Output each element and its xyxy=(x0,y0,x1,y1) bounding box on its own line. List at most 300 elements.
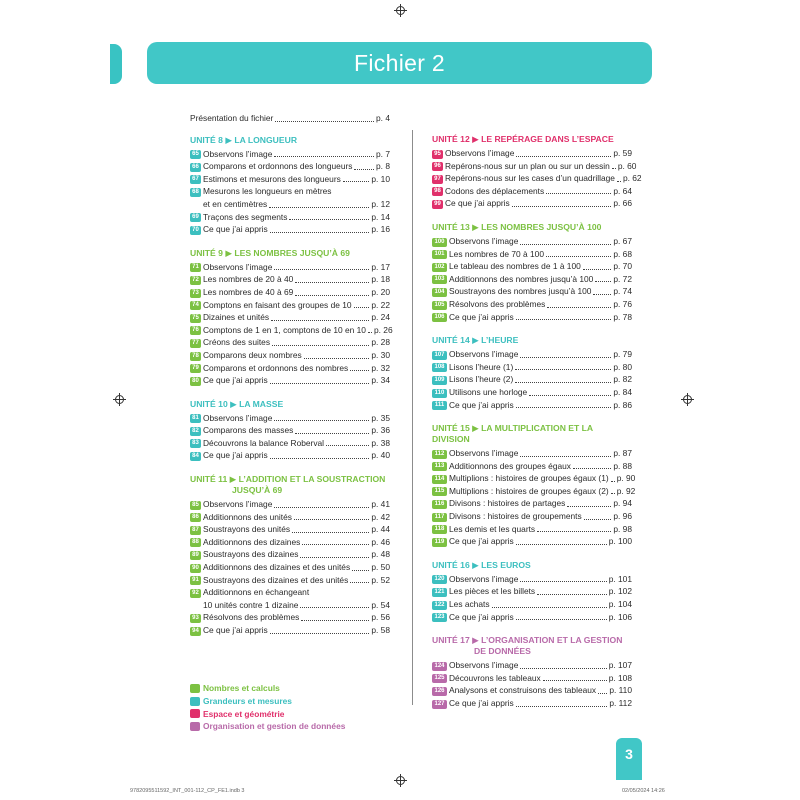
leader-dots xyxy=(354,307,370,308)
lesson-number-badge: 92 xyxy=(190,589,201,598)
toc-entry-page: p. 76 xyxy=(613,298,632,309)
toc-entry-page: p. 96 xyxy=(613,511,632,522)
leader-dots xyxy=(269,207,369,208)
toc-entry-label: Résolvons des problèmes xyxy=(203,612,300,623)
lesson-number-badge: 125 xyxy=(432,674,447,683)
leader-dots xyxy=(289,219,369,220)
toc-entry[interactable] xyxy=(432,472,636,485)
toc-entry-page: p. 26 xyxy=(373,324,393,335)
toc-entry-label: Multiplions : histoires de groupes égaux (1) xyxy=(449,473,609,484)
toc-entry-page: p. 35 xyxy=(371,412,390,423)
lesson-number-badge: 109 xyxy=(432,376,447,385)
toc-entry-label: Comptons en faisant des groupes de 10 xyxy=(203,299,352,310)
unit-heading-text: UNITÉ 14 ▶ L’HEURE xyxy=(432,335,519,346)
toc-entry[interactable] xyxy=(190,349,390,362)
intro-entry[interactable] xyxy=(190,112,390,125)
legend-label: Nombres et calculs xyxy=(203,683,280,693)
lesson-number-badge: 108 xyxy=(432,363,447,372)
toc-entry-page: p. 44 xyxy=(371,524,390,535)
lesson-number-badge: 87 xyxy=(190,526,201,535)
unit-heading xyxy=(190,135,390,146)
toc-entry[interactable] xyxy=(432,611,632,624)
toc-entry[interactable] xyxy=(432,535,632,548)
lesson-number-badge: 101 xyxy=(432,250,447,259)
lesson-number-badge: 106 xyxy=(432,313,447,322)
toc-entry[interactable] xyxy=(190,211,390,224)
registration-mark-left xyxy=(115,395,124,404)
toc-entry[interactable] xyxy=(432,197,632,210)
toc-entry-page: p. 24 xyxy=(371,312,390,323)
toc-entry[interactable] xyxy=(190,548,390,561)
toc-right-column xyxy=(432,134,642,710)
toc-entry-label: Le tableau des nombres de 1 à 100 xyxy=(449,261,581,272)
toc-entry-label: Les demis et les quarts xyxy=(449,523,536,534)
toc-entry[interactable] xyxy=(432,235,632,248)
toc-entry-label: Additionnons en échangeant xyxy=(203,587,310,598)
lesson-number-badge: 65 xyxy=(190,150,201,159)
toc-entry-page: p. 28 xyxy=(371,337,390,348)
toc-entry-page: p. 110 xyxy=(609,685,632,696)
toc-entry-label: Ce que j’ai appris xyxy=(449,311,514,322)
leader-dots xyxy=(617,181,621,182)
toc-entry[interactable] xyxy=(432,386,632,399)
lesson-number-badge: 121 xyxy=(432,588,447,597)
toc-entry-label: Soustrayons des dizaines et des unités xyxy=(203,574,349,585)
leader-dots xyxy=(595,281,611,282)
toc-entry-page: p. 32 xyxy=(371,362,390,373)
toc-entry-label: Les nombres de 70 à 100 xyxy=(449,248,544,259)
leader-dots xyxy=(300,607,369,608)
toc-entry[interactable] xyxy=(432,460,632,473)
leader-dots xyxy=(274,420,369,421)
toc-entry-label: Mesurons les longueurs en mètres xyxy=(203,186,332,197)
leader-dots xyxy=(515,382,611,383)
toc-entry-label: Codons des déplacements xyxy=(445,185,545,196)
leader-dots xyxy=(274,156,374,157)
toc-entry[interactable] xyxy=(190,324,393,337)
leader-dots xyxy=(520,357,611,358)
unit-heading xyxy=(190,248,390,259)
lesson-number-badge: 120 xyxy=(432,575,447,584)
toc-entry-label: Repérons-nous sur les cases d’un quadrillage xyxy=(445,173,615,184)
toc-entry-page: p. 67 xyxy=(613,235,632,246)
toc-entry[interactable] xyxy=(432,373,632,386)
unit-heading xyxy=(432,134,632,145)
toc-entry[interactable] xyxy=(432,672,632,685)
toc-entry-page: p. 34 xyxy=(371,375,390,386)
toc-entry-page: p. 40 xyxy=(371,450,390,461)
toc-entry-page: p. 78 xyxy=(613,311,632,322)
unit-heading-text: UNITÉ 13 ▶ LES NOMBRES JUSQU’À 100 xyxy=(432,221,602,232)
toc-entry-label: Utilisons une horloge xyxy=(449,386,528,397)
unit-heading xyxy=(432,222,632,233)
toc-entry[interactable] xyxy=(432,697,632,710)
lesson-number-badge: 81 xyxy=(190,414,201,423)
toc-entry-label: Découvrons la balance Roberval xyxy=(203,437,325,448)
toc-entry[interactable] xyxy=(432,298,632,311)
leader-dots xyxy=(537,531,611,532)
toc-entry[interactable] xyxy=(432,585,632,598)
leader-dots xyxy=(274,507,369,508)
leader-dots xyxy=(271,320,369,321)
unit-heading xyxy=(432,560,632,571)
toc-entry-line1 xyxy=(190,185,390,198)
toc-entry-label: Additionnons des groupes égaux xyxy=(449,460,571,471)
toc-entry[interactable] xyxy=(190,611,390,624)
toc-entry[interactable] xyxy=(432,160,637,173)
toc-entry[interactable] xyxy=(432,185,632,198)
lesson-number-badge: 111 xyxy=(432,401,447,410)
toc-entry[interactable] xyxy=(190,561,390,574)
toc-entry-label: Les pièces et les billets xyxy=(449,586,536,597)
toc-entry[interactable] xyxy=(432,399,632,412)
lesson-number-badge: 69 xyxy=(190,213,201,222)
toc-entry[interactable] xyxy=(432,485,636,498)
toc-entry[interactable] xyxy=(432,260,632,273)
lesson-number-badge: 103 xyxy=(432,275,447,284)
domain-legend xyxy=(190,682,345,733)
toc-entry-page: p. 8 xyxy=(376,161,390,172)
toc-entry[interactable] xyxy=(432,172,642,185)
toc-entry[interactable] xyxy=(190,424,390,437)
right-units xyxy=(432,134,642,710)
leader-dots xyxy=(270,633,370,634)
lesson-number-badge: 99 xyxy=(432,200,443,209)
toc-entry[interactable] xyxy=(190,437,390,450)
toc-entry-label: Divisons : histoires de partages xyxy=(449,498,566,509)
leader-dots xyxy=(537,594,607,595)
toc-entry-page: p. 22 xyxy=(371,299,390,310)
toc-entry[interactable] xyxy=(190,362,390,375)
toc-entry[interactable] xyxy=(432,248,632,261)
toc-entry[interactable] xyxy=(432,684,632,697)
lesson-number-badge: 80 xyxy=(190,377,201,386)
print-footer-date: 02/05/2024 14:26 xyxy=(622,788,665,794)
toc-entry-page: p. 87 xyxy=(613,448,632,459)
leader-dots xyxy=(516,619,607,620)
lesson-number-badge: 73 xyxy=(190,289,201,298)
toc-entry-page: p. 104 xyxy=(608,599,632,610)
toc-entry-page: p. 82 xyxy=(613,374,632,385)
toc-entry-label: Les nombres de 20 à 40 xyxy=(203,274,294,285)
lesson-number-badge: 88 xyxy=(190,538,201,547)
leader-dots xyxy=(295,433,369,434)
toc-entry[interactable] xyxy=(190,173,390,186)
toc-entry-label: Lisons l’heure (2) xyxy=(449,374,514,385)
toc-entry[interactable] xyxy=(190,498,390,511)
toc-entry[interactable] xyxy=(432,598,632,611)
toc-entry-page: p. 88 xyxy=(613,460,632,471)
leader-dots xyxy=(300,557,369,558)
toc-entry[interactable] xyxy=(190,574,390,587)
unit-heading-text: UNITÉ 8 ▶ LA LONGUEUR xyxy=(190,134,298,145)
toc-entry[interactable] xyxy=(432,510,632,523)
toc-entry[interactable] xyxy=(190,449,390,462)
leader-dots xyxy=(368,332,372,333)
leader-dots xyxy=(492,607,607,608)
toc-entry[interactable] xyxy=(432,447,632,460)
toc-entry-page: p. 46 xyxy=(371,536,390,547)
toc-entry[interactable] xyxy=(190,412,390,425)
toc-entry-page: p. 18 xyxy=(371,274,390,285)
leader-dots xyxy=(352,570,369,571)
toc-entry[interactable] xyxy=(190,523,390,536)
unit-heading xyxy=(432,635,632,657)
toc-entry-label: Comptons de 1 en 1, comptons de 10 en 10 xyxy=(203,324,366,335)
lesson-number-badge: 85 xyxy=(190,501,201,510)
toc-entry-page: p. 68 xyxy=(613,248,632,259)
toc-entry-label: Observons l’image xyxy=(449,660,519,671)
toc-entry-page: p. 59 xyxy=(613,148,632,158)
toc-entry[interactable] xyxy=(432,348,632,361)
legend-item xyxy=(190,682,345,695)
lesson-number-badge: 112 xyxy=(432,450,447,459)
title-banner xyxy=(147,42,652,84)
toc-entry[interactable] xyxy=(190,223,390,236)
lesson-number-badge: 93 xyxy=(190,614,201,623)
toc-entry-page: p. 74 xyxy=(613,286,632,297)
lesson-number-badge: 76 xyxy=(190,326,201,335)
lesson-number-badge: 86 xyxy=(190,513,201,522)
toc-entry[interactable] xyxy=(432,147,632,160)
leader-dots xyxy=(611,481,615,482)
toc-entry-line2 xyxy=(190,198,390,211)
leader-dots xyxy=(520,581,606,582)
toc-entry[interactable] xyxy=(190,160,390,173)
lesson-number-badge: 100 xyxy=(432,238,447,247)
leader-dots xyxy=(543,680,607,681)
toc-entry[interactable] xyxy=(190,536,390,549)
leader-dots xyxy=(583,269,612,270)
unit-heading-text: UNITÉ 9 ▶ LES NOMBRES JUSQU’À 69 xyxy=(190,247,350,258)
toc-entry-page: p. 12 xyxy=(371,198,390,209)
toc-entry-page: p. 70 xyxy=(613,261,632,272)
leader-dots xyxy=(546,193,611,194)
toc-entry[interactable] xyxy=(190,586,390,611)
toc-entry[interactable] xyxy=(190,624,390,637)
lesson-number-badge: 90 xyxy=(190,564,201,573)
toc-entry-page: p. 52 xyxy=(371,574,390,585)
toc-entry-label: Ce que j’ai appris xyxy=(203,224,268,235)
toc-entry-label: Lisons l’heure (1) xyxy=(449,361,514,372)
lesson-number-badge: 68 xyxy=(190,188,201,197)
leader-dots xyxy=(270,232,370,233)
lesson-number-badge: 127 xyxy=(432,700,447,709)
toc-entry-page: p. 72 xyxy=(613,273,632,284)
toc-entry-label: Résolvons des problèmes xyxy=(449,298,546,309)
unit-heading-line2: JUSQU’À 69 xyxy=(232,485,283,496)
toc-entry-page: p. 62 xyxy=(622,173,642,184)
toc-entry-label: Estimons et mesurons des longueurs xyxy=(203,173,341,184)
lesson-number-badge: 96 xyxy=(432,162,443,171)
toc-entry[interactable] xyxy=(432,361,632,374)
print-footer-file: 9782095511592_INT_001-112_CP_FE1.indb 3 xyxy=(130,788,245,794)
toc-entry-label: Additionnons des dizaines xyxy=(203,536,301,547)
toc-entry-page: p. 92 xyxy=(616,485,636,496)
toc-entry-label: Soustrayons des nombres jusqu’à 100 xyxy=(449,286,592,297)
toc-entry-line2 xyxy=(190,599,390,612)
leader-dots xyxy=(516,544,607,545)
leader-dots xyxy=(516,156,611,157)
leader-dots xyxy=(547,307,611,308)
toc-entry-page: p. 94 xyxy=(613,498,632,509)
leader-dots xyxy=(274,269,369,270)
toc-entry-page: p. 7 xyxy=(376,148,390,159)
unit-heading xyxy=(190,474,390,496)
toc-entry-page: p. 41 xyxy=(371,499,390,510)
leader-dots xyxy=(302,544,369,545)
intro-page: p. 4 xyxy=(376,113,390,123)
toc-entry-label: Additionnons des nombres jusqu’à 100 xyxy=(449,273,594,284)
registration-mark-right xyxy=(683,395,692,404)
toc-entry-page: p. 16 xyxy=(371,224,390,235)
lesson-number-badge: 104 xyxy=(432,288,447,297)
toc-entry-page: p. 108 xyxy=(608,672,632,683)
toc-entry-label: Ce que j’ai appris xyxy=(449,399,514,410)
toc-entry[interactable] xyxy=(190,374,390,387)
lesson-number-badge: 123 xyxy=(432,613,447,622)
lesson-number-badge: 107 xyxy=(432,351,447,360)
leader-dots xyxy=(270,383,370,384)
toc-entry[interactable] xyxy=(190,511,390,524)
toc-entry[interactable] xyxy=(432,659,632,672)
lesson-number-badge: 66 xyxy=(190,163,201,172)
toc-entry-page: p. 100 xyxy=(608,536,632,547)
toc-entry-page: p. 101 xyxy=(608,573,632,584)
toc-entry-label: Soustrayons des unités xyxy=(203,524,291,535)
unit-heading-line2: DE DONNÉES xyxy=(474,646,531,657)
legend-label: Espace et géométrie xyxy=(203,708,285,719)
lesson-number-badge: 78 xyxy=(190,352,201,361)
toc-entry-label: Comparons et ordonnons des nombres xyxy=(203,362,349,373)
toc-entry[interactable] xyxy=(190,336,390,349)
unit-heading-text: UNITÉ 10 ▶ LA MASSE xyxy=(190,398,284,409)
legend-label: Grandeurs et mesures xyxy=(203,695,292,706)
toc-entry[interactable] xyxy=(190,299,390,312)
lesson-number-badge: 105 xyxy=(432,301,447,310)
left-edge-tab xyxy=(110,44,122,84)
leader-dots xyxy=(292,532,369,533)
legend-swatch xyxy=(190,722,200,731)
toc-entry-label: Observons l’image xyxy=(445,148,515,158)
toc-entry-label: Ce que j’ai appris xyxy=(445,198,510,209)
toc-entry[interactable] xyxy=(190,261,390,274)
leader-dots xyxy=(593,294,611,295)
lesson-number-badge: 89 xyxy=(190,551,201,560)
leader-dots xyxy=(516,407,612,408)
toc-entry-page: p. 42 xyxy=(371,511,390,522)
leader-dots xyxy=(612,168,616,169)
leader-dots xyxy=(326,445,369,446)
toc-entry[interactable] xyxy=(190,273,390,286)
leader-dots xyxy=(294,519,369,520)
toc-entry-page: p. 58 xyxy=(371,625,390,635)
toc-entry[interactable] xyxy=(432,573,632,586)
lesson-number-badge: 84 xyxy=(190,452,201,461)
leader-dots xyxy=(573,468,611,469)
toc-entry-label: Ce que j’ai appris xyxy=(203,375,268,386)
toc-entry-page: p. 80 xyxy=(613,361,632,372)
toc-entry-page: p. 17 xyxy=(371,261,390,272)
unit-heading-text: UNITÉ 11 ▶ L’ADDITION ET LA SOUSTRACTION xyxy=(190,474,386,485)
lesson-number-badge: 124 xyxy=(432,662,447,671)
toc-entry-label: Ce que j’ai appris xyxy=(203,625,268,635)
toc-entry-label: Observons l’image xyxy=(203,261,273,272)
leader-dots xyxy=(343,181,370,182)
lesson-number-badge: 116 xyxy=(432,500,447,509)
left-units xyxy=(190,134,393,637)
toc-entry[interactable] xyxy=(190,185,390,210)
toc-entry-label-cont: et en centimètres xyxy=(203,198,268,209)
registration-mark-top xyxy=(396,6,405,15)
lesson-number-badge: 74 xyxy=(190,301,201,310)
toc-entry[interactable] xyxy=(432,273,632,286)
legend-swatch xyxy=(190,684,200,693)
unit-heading xyxy=(190,399,390,410)
toc-entry-page: p. 107 xyxy=(608,660,632,671)
column-divider xyxy=(412,130,413,705)
toc-entry-label: Observons l’image xyxy=(203,412,273,423)
toc-entry-label: Multiplions : histoires de groupes égaux (2) xyxy=(449,485,609,496)
leader-dots xyxy=(295,295,369,296)
lesson-number-badge: 102 xyxy=(432,263,447,272)
lesson-number-badge: 75 xyxy=(190,314,201,323)
lesson-number-badge: 114 xyxy=(432,475,447,484)
lesson-number-badge: 67 xyxy=(190,175,201,184)
toc-entry-label: Ce que j’ai appris xyxy=(449,536,514,547)
toc-entry[interactable] xyxy=(432,311,632,324)
toc-entry[interactable] xyxy=(190,286,390,299)
toc-entry-page: p. 10 xyxy=(371,173,390,184)
toc-entry-label: Les achats xyxy=(449,599,490,610)
toc-entry[interactable] xyxy=(432,497,632,510)
leader-dots xyxy=(272,345,369,346)
lesson-number-badge: 119 xyxy=(432,538,447,547)
toc-entry-label: Comparons deux nombres xyxy=(203,349,302,360)
toc-entry-label: Découvrons les tableaux xyxy=(449,672,541,683)
toc-entry-page: p. 54 xyxy=(371,599,390,610)
toc-entry-page: p. 20 xyxy=(371,286,390,297)
lesson-number-badge: 122 xyxy=(432,601,447,610)
leader-dots xyxy=(520,668,606,669)
lesson-number-badge: 72 xyxy=(190,276,201,285)
leader-dots xyxy=(512,206,612,207)
leader-dots xyxy=(546,256,611,257)
toc-entry-page: p. 30 xyxy=(371,349,390,360)
registration-mark-bottom xyxy=(396,776,405,785)
leader-dots xyxy=(270,458,370,459)
lesson-number-badge: 70 xyxy=(190,226,201,235)
legend-item xyxy=(190,695,345,708)
toc-entry[interactable] xyxy=(190,311,390,324)
leader-dots xyxy=(611,493,615,494)
toc-entry[interactable] xyxy=(432,523,632,536)
toc-entry-page: p. 36 xyxy=(371,425,390,436)
leader-dots xyxy=(529,395,611,396)
intro-label: Présentation du fichier xyxy=(190,113,274,123)
unit-heading xyxy=(432,335,632,346)
toc-entry-page: p. 112 xyxy=(609,698,632,708)
toc-entry-label: Soustrayons des dizaines xyxy=(203,549,299,560)
toc-entry[interactable] xyxy=(432,285,632,298)
leader-dots xyxy=(350,582,369,583)
leader-dots xyxy=(350,370,369,371)
lesson-number-badge: 95 xyxy=(432,150,443,159)
toc-entry-label-cont: 10 unités contre 1 dizaine xyxy=(203,599,299,610)
toc-entry-label: Observons l’image xyxy=(203,148,273,159)
toc-entry[interactable] xyxy=(190,148,390,161)
unit-heading-text: UNITÉ 15 ▶ LA MULTIPLICATION ET LA DIVISION xyxy=(432,423,593,445)
